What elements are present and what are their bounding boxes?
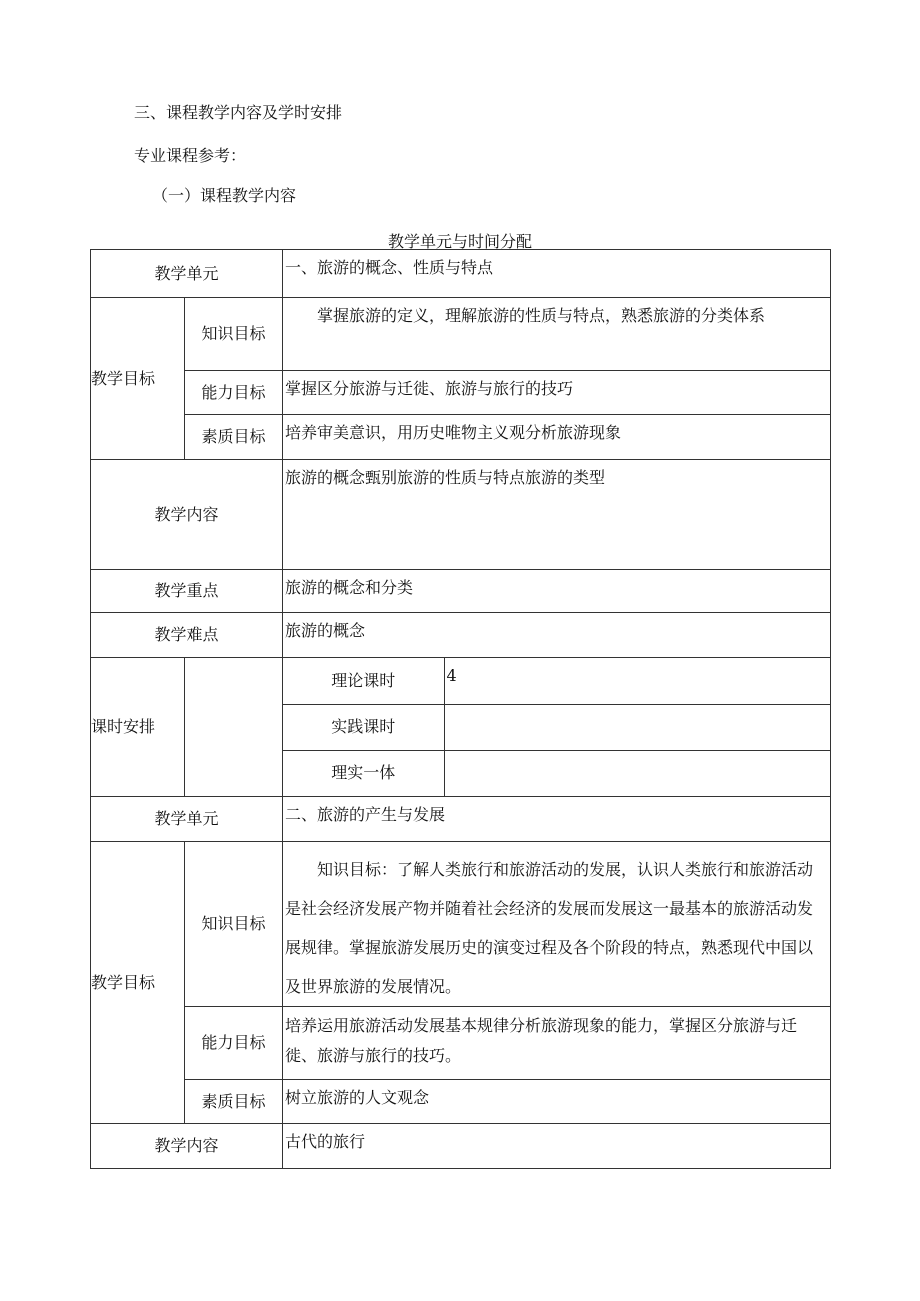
content-label: 教学内容 [91,1124,283,1169]
table-row [91,415,831,460]
knowledge-value: 掌握旅游的定义，理解旅游的性质与特点，熟悉旅游的分类体系 [283,298,831,371]
ability-label: 能力目标 [185,1007,283,1080]
hours-table [283,658,830,796]
quality-value: 培养审美意识，用历史唯物主义观分析旅游现象 [283,415,831,460]
ability-label: 能力目标 [185,371,283,415]
hours-blank [185,658,283,797]
hours-theory-label: 理论课时 [283,658,444,704]
content-value: 古代的旅行 [283,1124,831,1169]
table-row [91,1080,831,1124]
unit-label: 教学单元 [91,250,283,298]
hours-row [283,658,830,704]
ability-value: 掌握区分旅游与迁徙、旅游与旅行的技巧 [283,371,831,415]
hours-row [283,704,830,750]
hours-practice-value [444,704,830,750]
table-row [91,613,831,658]
table-row [91,371,831,415]
unit-label: 教学单元 [91,797,283,842]
knowledge-label: 知识目标 [185,842,283,1007]
difficulty-label: 教学难点 [91,613,283,658]
knowledge-label: 知识目标 [185,298,283,371]
hours-theory-value: 4 [444,658,830,704]
table-row [91,298,831,371]
table-caption: 教学单元与时间分配 [387,232,532,251]
subsubsection-heading: （一）课程教学内容 [152,186,297,205]
hours-integrated-value [444,750,830,796]
key-value: 旅游的概念和分类 [283,570,831,613]
table-row [91,1007,831,1080]
hours-row [283,750,830,796]
ability-value: 培养运用旅游活动发展基本规律分析旅游现象的能力，掌握区分旅游与迁徙、旅游与旅行的技巧。 [283,1007,831,1080]
quality-label: 素质目标 [185,1080,283,1124]
content-label: 教学内容 [91,460,283,570]
teaching-unit-table [90,249,831,1169]
table-row [91,658,831,797]
key-label: 教学重点 [91,570,283,613]
hours-label: 课时安排 [91,658,185,797]
quality-label: 素质目标 [185,415,283,460]
table-row [91,1124,831,1169]
difficulty-value: 旅游的概念 [283,613,831,658]
unit-value: 一、旅游的概念、性质与特点 [283,250,831,298]
table-row [91,250,831,298]
table-row [91,842,831,1007]
content-value: 旅游的概念甄别旅游的性质与特点旅游的类型 [283,460,831,570]
table-row [91,797,831,842]
quality-value: 树立旅游的人文观念 [283,1080,831,1124]
table-row [91,460,831,570]
section-heading: 三、课程教学内容及学时安排 [134,103,343,122]
goals-label: 教学目标 [91,298,185,460]
table-row [91,570,831,613]
knowledge-value: 知识目标：了解人类旅行和旅游活动的发展，认识人类旅行和旅游活动是社会经济发展产物并随着社会经济的发展而发展这一最基本的旅游活动发展规律。掌握旅游发展历史的演变过程及各个阶段的特点，熟悉现代中国以及世界旅游的发展情况。 [283,842,831,1007]
subsection-heading: 专业课程参考： [134,146,247,165]
goals-label: 教学目标 [91,842,185,1124]
hours-practice-label: 实践课时 [283,704,444,750]
hours-integrated-label: 理实一体 [283,750,444,796]
unit-value: 二、旅游的产生与发展 [283,797,831,842]
hours-cell [283,658,831,797]
